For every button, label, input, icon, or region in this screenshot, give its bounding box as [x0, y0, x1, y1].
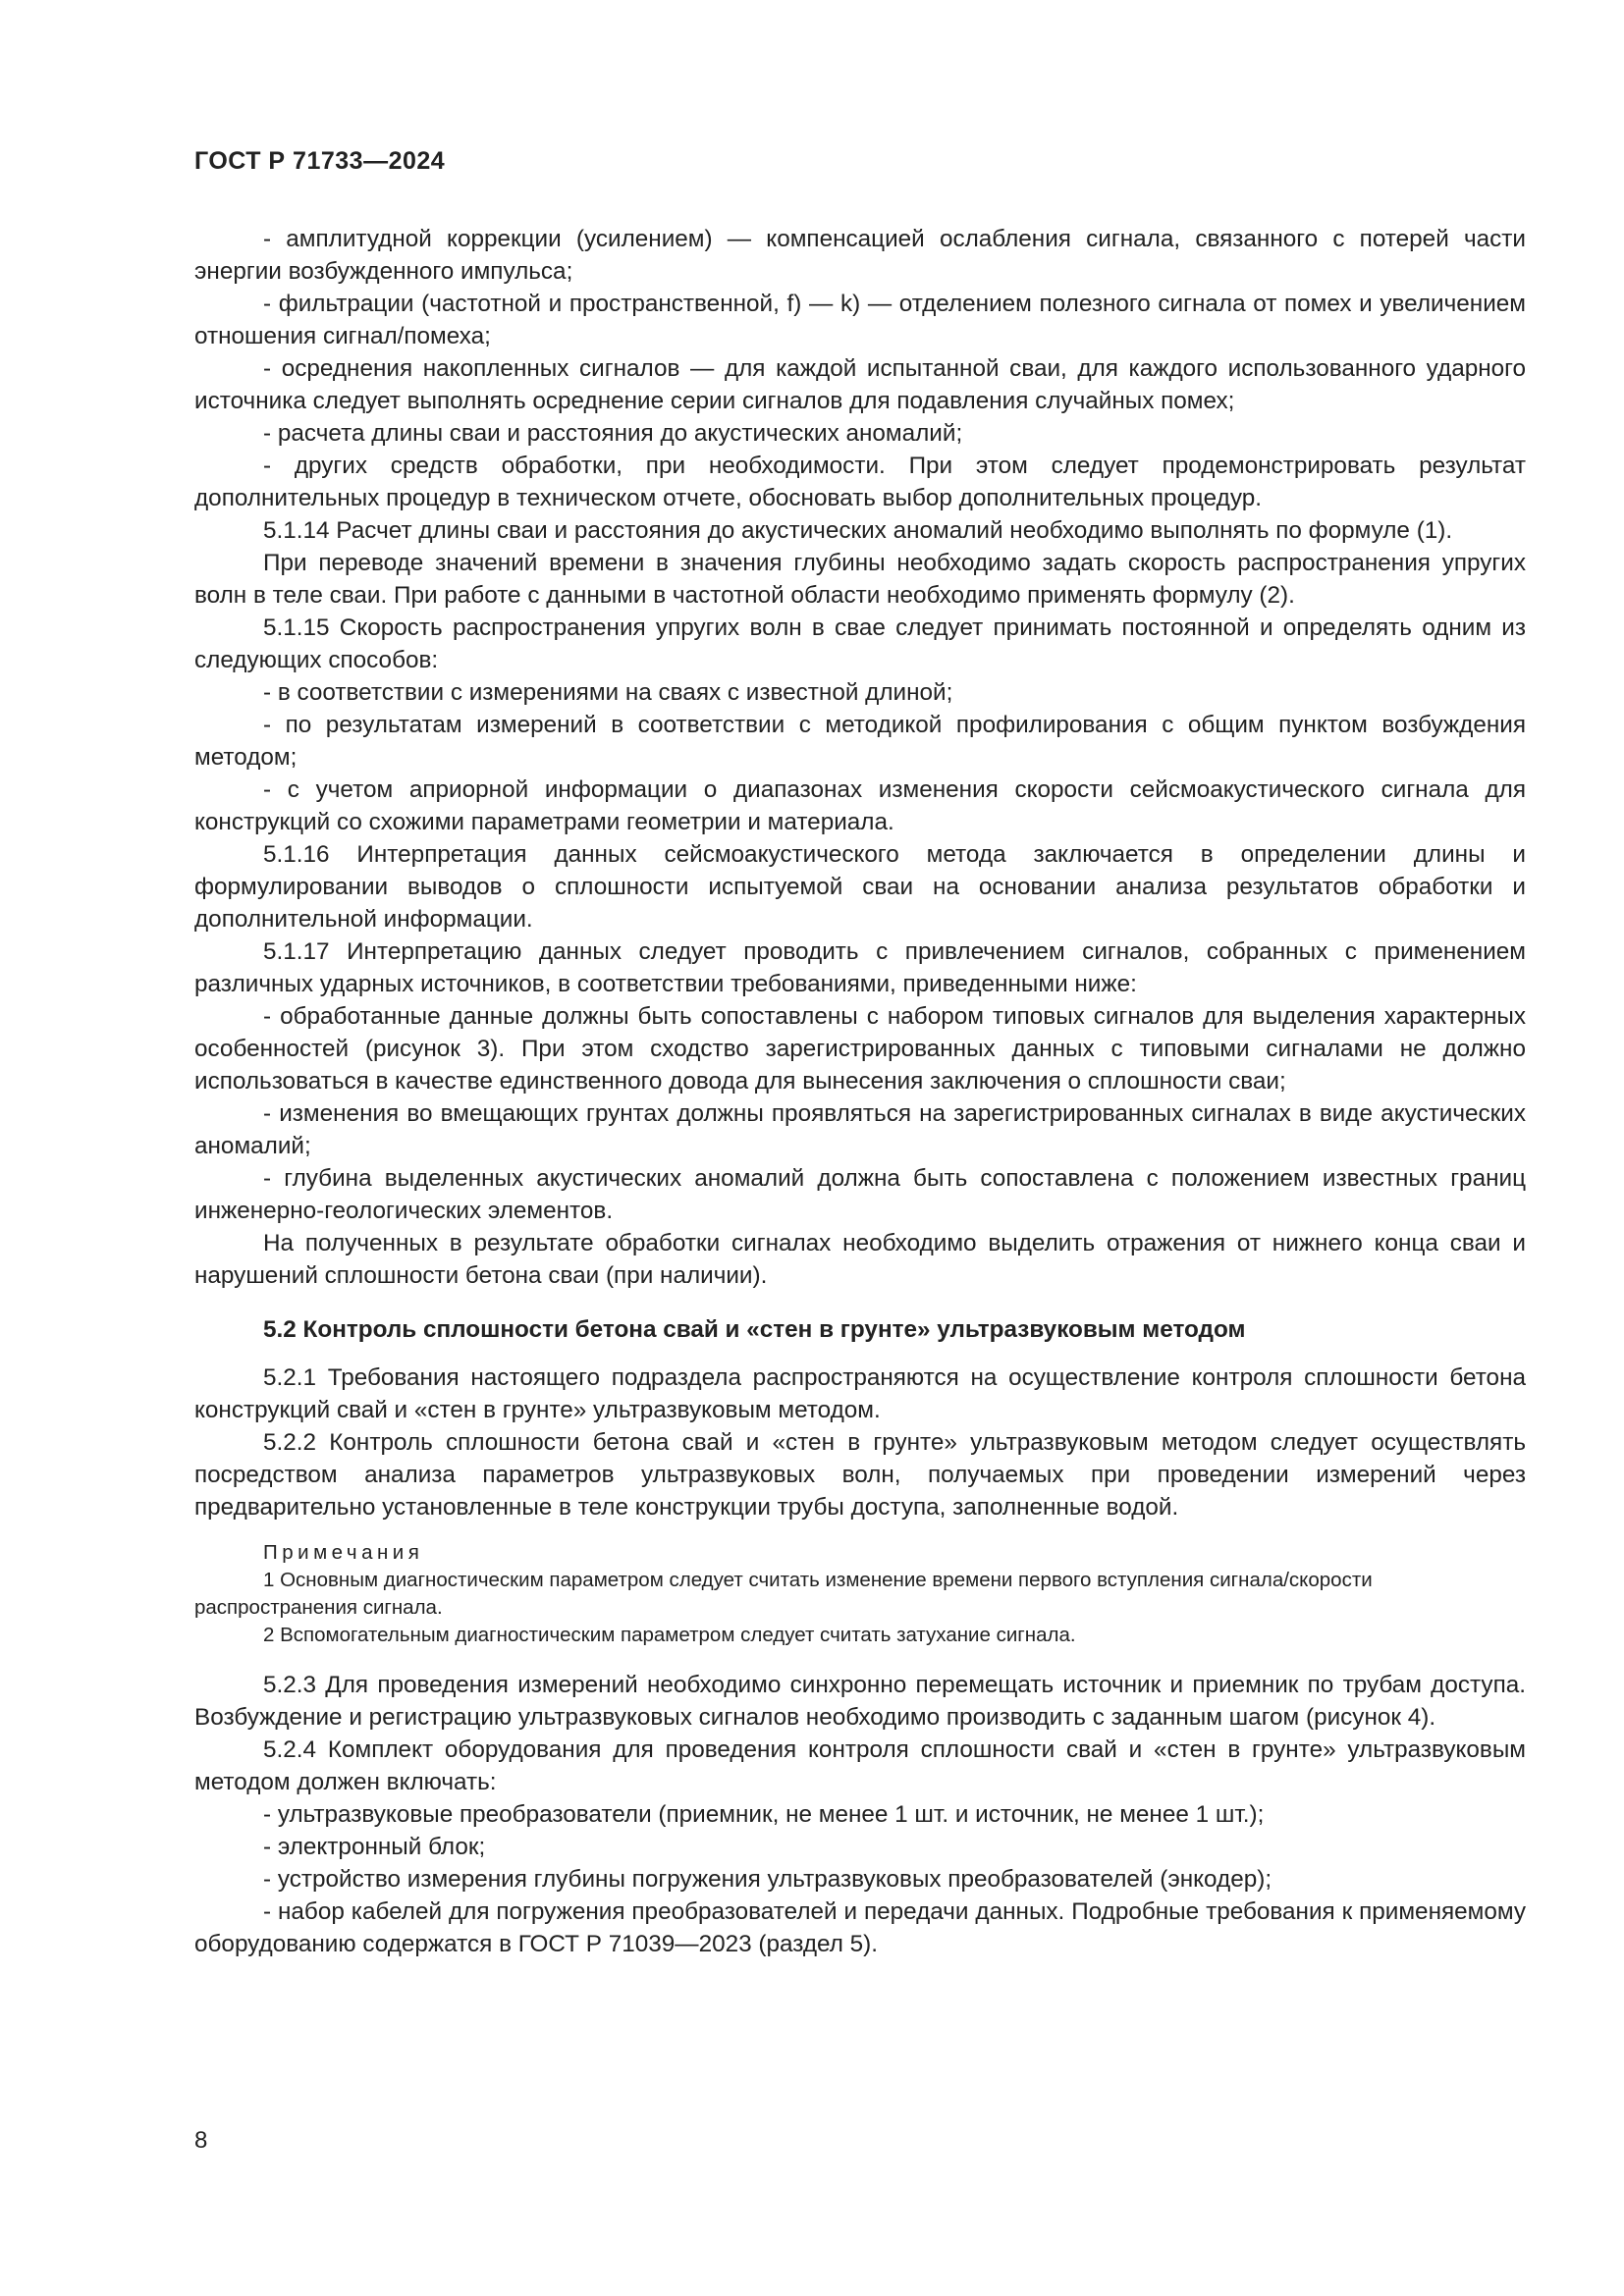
paragraph: - устройство измерения глубины погружения ультразвуковых преобразователей (энкодер); — [263, 1866, 1272, 1893]
paragraph: 5.2.1 Требования настоящего подраздела распространяются на осуществление контроля сплошности бетона конструкций свай и «стен в грунте» ультразвуковым методом. — [194, 1364, 1526, 1423]
paragraph: 5.2.4 Комплект оборудования для проведения контроля сплошности свай и «стен в грунте» ультразвуковым методом должен включать: — [194, 1736, 1526, 1795]
paragraph: 5.1.17 Интерпретацию данных следует проводить с привлечением сигналов, собранных с применением различных ударных источников, в соответствии требованиями, приведенными ниже: — [194, 938, 1526, 997]
paragraph: - изменения во вмещающих грунтах должны проявляться на зарегистрированных сигналах в виде акустических аномалий; — [194, 1100, 1526, 1159]
paragraph: 5.2.2 Контроль сплошности бетона свай и «стен в грунте» ультразвуковым методом следует осуществлять посредством анализа параметров ультразвуковых волн, получаемых при проведении измерений через предварительно установленные в теле конструкции трубы доступа, заполненные водой. — [194, 1429, 1526, 1521]
paragraph: - других средств обработки, при необходимости. При этом следует продемонстрировать результат дополнительных процедур в техническом отчете, обосновать выбор дополнительных процедур. — [194, 453, 1526, 511]
paragraph: - электронный блок; — [263, 1834, 486, 1860]
paragraph: - расчета длины сваи и расстояния до акустических аномалий; — [263, 420, 963, 447]
paragraph: 5.1.16 Интерпретация данных сейсмоакустического метода заключается в определении длины и формулировании выводов о сплошности испытуемой сваи на основании анализа результатов обработки и дополнительной информации. — [194, 841, 1526, 933]
paragraph: - глубина выделенных акустических аномалий должна быть сопоставлена с положением известных границ инженерно-геологических элементов. — [194, 1165, 1526, 1224]
paragraph: - осреднения накопленных сигналов — для каждой испытанной сваи, для каждого использованного ударного источника следует выполнять осреднение серии сигналов для подавления случайных помех; — [194, 355, 1526, 414]
page-number: 8 — [194, 2127, 208, 2154]
paragraph: - набор кабелей для погружения преобразователей и передачи данных. Подробные требования к применяемому оборудованию содержатся в ГОСТ Р 71039—2023 (раздел 5). — [194, 1898, 1526, 1957]
paragraph: - обработанные данные должны быть сопоставлены с набором типовых сигналов для выделения характерных особенностей (рисунок 3). При этом сходство зарегистрированных данных с типовыми сигналами не должно использоваться в качестве единственного довода для вынесения заключения о сплошности сваи; — [194, 1003, 1526, 1095]
notes-block — [194, 1539, 1526, 1649]
section-heading: 5.2 Контроль сплошности бетона свай и «стен в грунте» ультразвуковым методом — [263, 1316, 1246, 1343]
paragraph: - амплитудной коррекции (усилением) — компенсацией ослабления сигнала, связанного с потерей части энергии возбужденного импульса; — [194, 226, 1526, 285]
paragraph: - с учетом априорной информации о диапазонах изменения скорости сейсмоакустического сигнала для конструкций со схожими параметрами геометрии и материала. — [194, 776, 1526, 835]
notes-title: Примечания — [263, 1541, 424, 1564]
paragraph: - ультразвуковые преобразователи (приемник, не менее 1 шт. и источник, не менее 1 шт.); — [263, 1801, 1265, 1828]
note-item: 1 Основным диагностическим параметром следует считать изменение времени первого вступления сигнала/скорости распространения сигнала. — [194, 1569, 1373, 1619]
paragraph: 5.1.14 Расчет длины сваи и расстояния до акустических аномалий необходимо выполнять по формуле (1). — [263, 517, 1453, 544]
paragraph: - в соответствии с измерениями на сваях с известной длиной; — [263, 679, 953, 706]
paragraph: При переводе значений времени в значения глубины необходимо задать скорость распространения упругих волн в теле сваи. При работе с данными в частотной области необходимо применять формулу (2). — [194, 550, 1526, 609]
paragraph: 5.2.3 Для проведения измерений необходимо синхронно перемещать источник и приемник по трубам доступа. Возбуждение и регистрацию ультразвуковых сигналов необходимо производить с заданным шагом (рисунок 4). — [194, 1672, 1526, 1731]
note-item: 2 Вспомогательным диагностическим параметром следует считать затухание сигнала. — [263, 1624, 1076, 1646]
paragraph: 5.1.15 Скорость распространения упругих волн в свае следует принимать постоянной и определять одним из следующих способов: — [194, 614, 1526, 673]
document-header: ГОСТ Р 71733—2024 — [194, 147, 446, 175]
document-body — [194, 223, 1526, 1960]
document-page — [194, 147, 1526, 1960]
paragraph: На полученных в результате обработки сигналах необходимо выделить отражения от нижнего конца сваи и нарушений сплошности бетона сваи (при наличии). — [194, 1230, 1526, 1289]
paragraph: - фильтрации (частотной и пространственной, f) — k) — отделением полезного сигнала от помех и увеличением отношения сигнал/помеха; — [194, 291, 1526, 349]
paragraph: - по результатам измерений в соответствии с методикой профилирования с общим пунктом возбуждения методом; — [194, 712, 1526, 771]
